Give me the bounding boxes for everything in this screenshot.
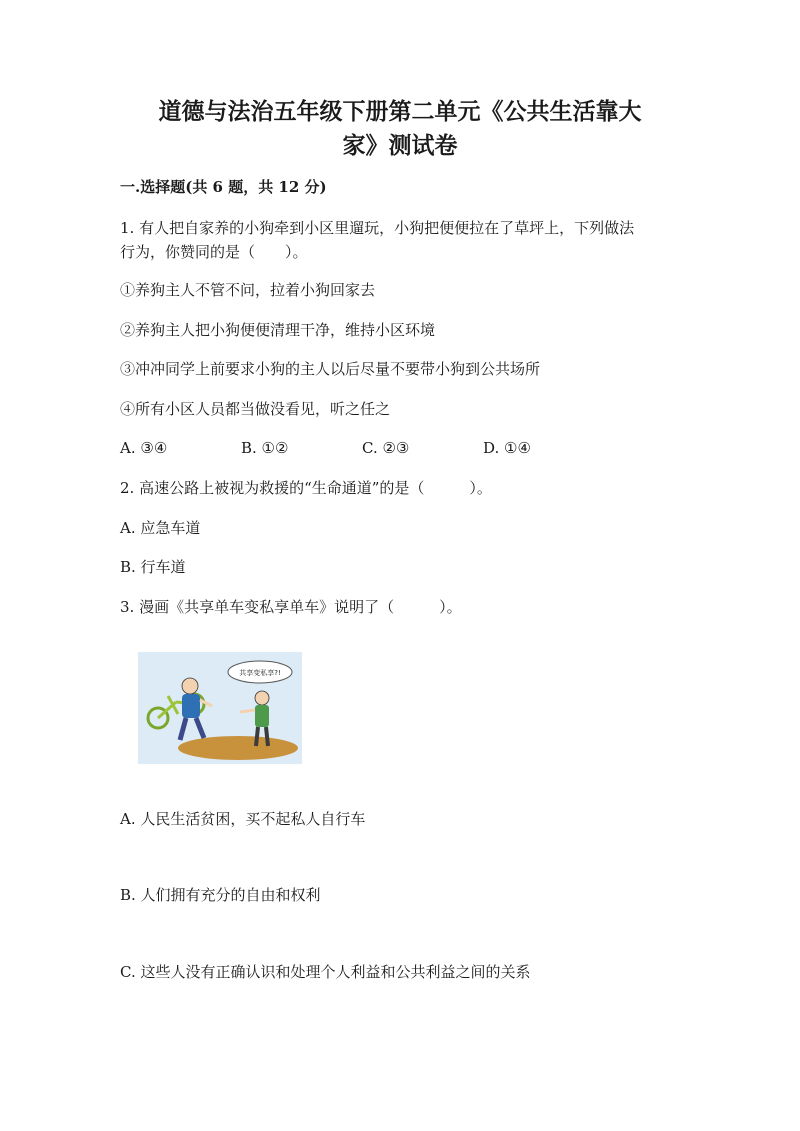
question-2-option-b: B. 行车道 [120, 558, 186, 576]
question-1-stem-line-2: 行为，你赞同的是（ ）。 [120, 243, 308, 261]
page-title [100, 95, 700, 163]
question-1-option-c: C. ②③ [362, 439, 410, 457]
question-3-option-c: C. 这些人没有正确认识和处理个人利益和公共利益之间的关系 [120, 963, 531, 981]
question-1-statement-3: ③冲冲同学上前要求小狗的主人以后尽量不要带小狗到公共场所 [120, 360, 541, 378]
question-2-stem: 2. 高速公路上被视为救援的“生命通道”的是（ ）。 [120, 479, 492, 497]
title-line-1: 道德与法治五年级下册第二单元《公共生活靠大 [158, 98, 642, 125]
question-1-option-b: B. ①② [241, 439, 289, 457]
question-1-option-d: D. ①④ [483, 439, 531, 457]
question-1-statement-1: ①养狗主人不管不问，拉着小狗回家去 [120, 281, 376, 299]
comic-illustration [138, 652, 302, 764]
question-1-statement-4: ④所有小区人员都当做没看见，听之任之 [120, 400, 391, 418]
question-3-option-b: B. 人们拥有充分的自由和权利 [120, 886, 321, 904]
question-1-option-a: A. ③④ [120, 439, 168, 457]
speech-bubble-text: 共享变私享?! [239, 669, 281, 677]
question-3-option-a: A. 人民生活贫困，买不起私人自行车 [120, 810, 366, 828]
question-1-statement-2: ②养狗主人把小狗便便清理干净，维持小区环境 [120, 321, 436, 339]
section-heading: 一.选择题(共 6 题，共 12 分) [120, 178, 327, 196]
question-1-stem-line-1: 1. 有人把自家养的小狗牵到小区里遛玩，小狗把便便拉在了草坪上，下列做法 [120, 219, 635, 237]
question-3-stem: 3. 漫画《共享单车变私享单车》说明了（ ）。 [120, 598, 462, 616]
question-2-option-a: A. 应急车道 [120, 519, 201, 537]
title-line-2: 家》测试卷 [342, 132, 458, 159]
